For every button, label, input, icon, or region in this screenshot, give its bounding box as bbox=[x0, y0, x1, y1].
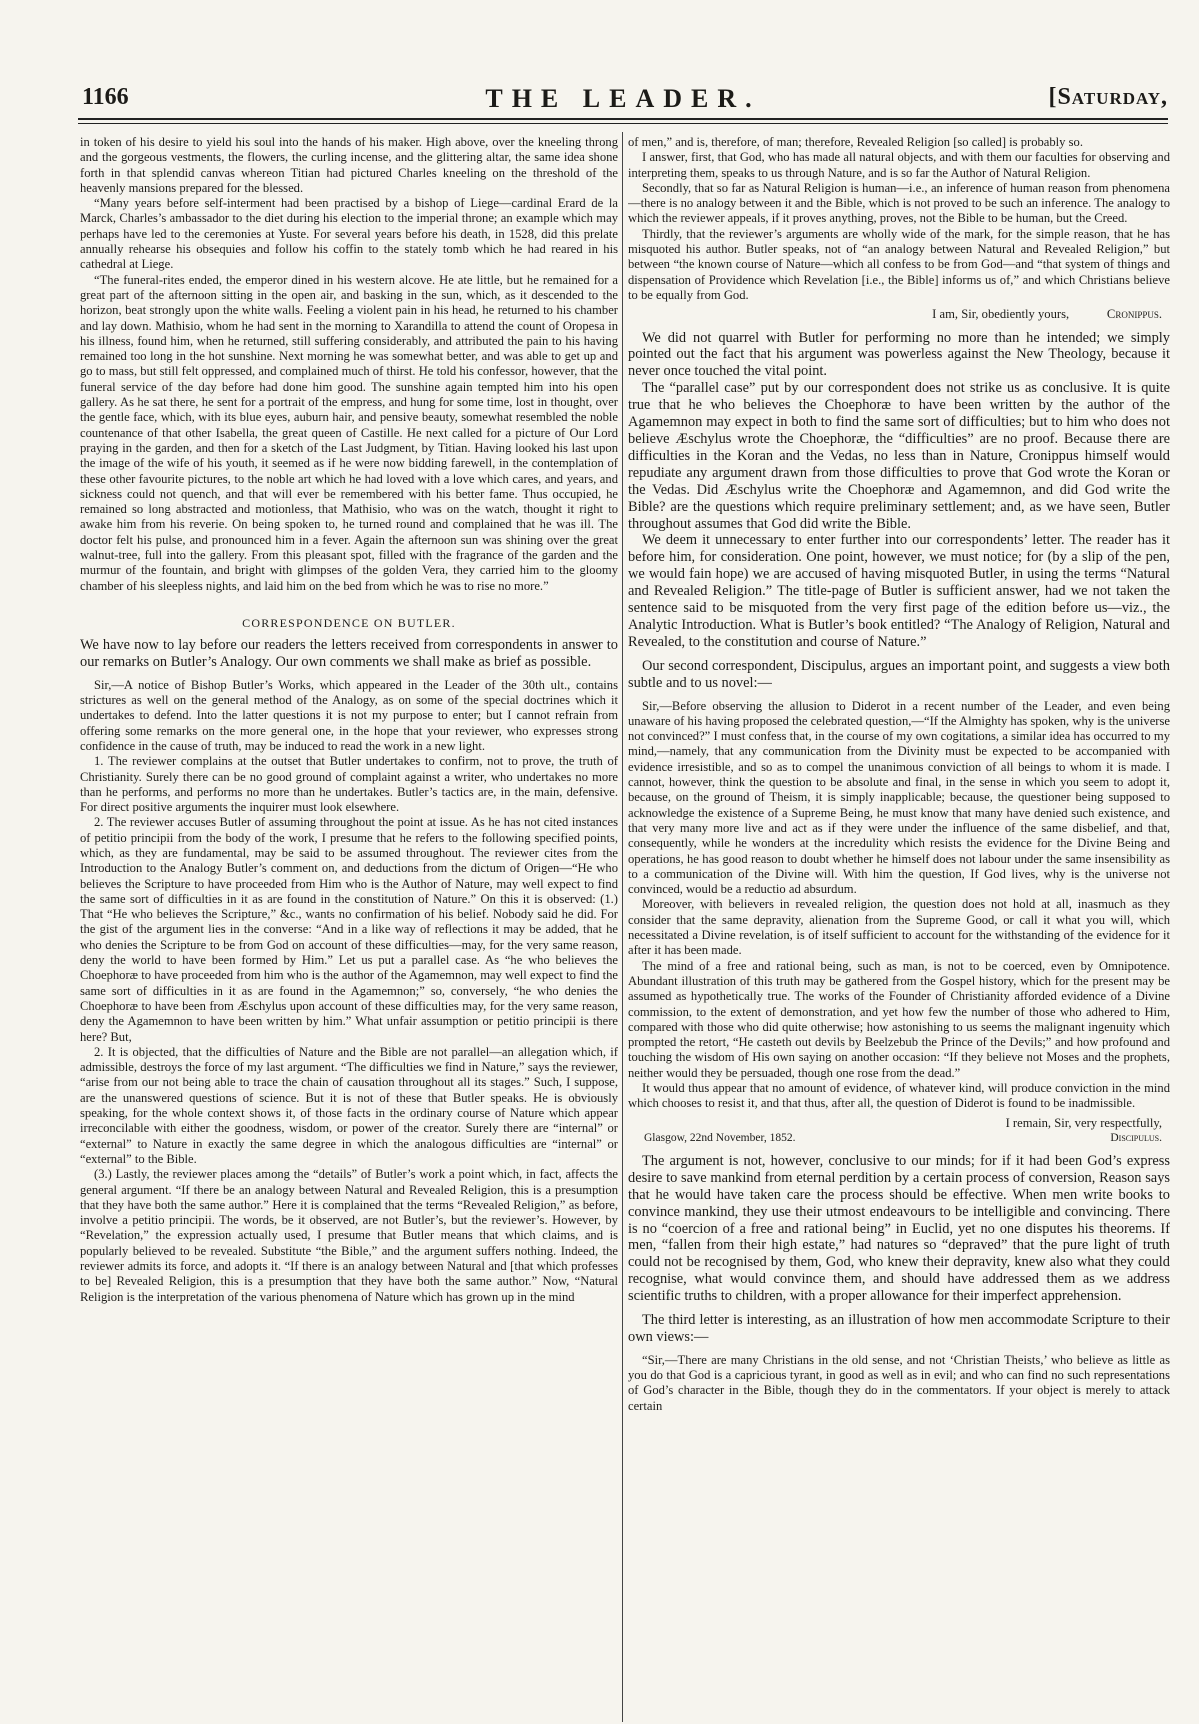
signature-salutation-2: I remain, Sir, very respectfully, bbox=[1005, 1115, 1162, 1130]
right-column bbox=[628, 135, 1170, 1717]
masthead bbox=[78, 84, 1168, 118]
signature-salutation: I am, Sir, obediently yours, bbox=[932, 307, 1070, 322]
editorial-paragraph: Our second correspondent, Discipulus, argues an important point, and suggests a view both subtle and to us novel:— bbox=[628, 657, 1170, 691]
quote-paragraph: “Many years before self-interment had been practised by a bishop of Liege—cardinal Erard de la Marck, Charles’s ambassador to the diet during his election to the imperial throne; an example which may perhaps have led to the ceremonies at Yuste. For several years before his death, in 1528, did this prelate annually rehearse his obsequies and follow his coffin to the stately tomb which he had reared in his cathedral at Liege. bbox=[80, 196, 618, 272]
dateline bbox=[628, 1131, 1170, 1146]
letter-paragraph: Thirdly, that the reviewer’s arguments are wholly wide of the mark, for the simple reason, that he has misquoted his author. Butler speaks, not of “an analogy between Natural and Revealed Religion,” but between “the known course of Nature—which all confess to be from God—and “that system of things and dispensation of Providence which Revelation [i.e., the Bible] informs us of,” and which Christians believe to be equally from God. bbox=[628, 226, 1170, 302]
letter-paragraph: of men,” and is, therefore, of man; therefore, Revealed Religion [so called] is probably so. bbox=[628, 135, 1083, 149]
signature-line bbox=[628, 307, 1170, 322]
letter-paragraph: It would thus appear that no amount of evidence, of whatever kind, will produce conviction in the mind which chooses to resist it, and that thus, after all, the question of Diderot is found to be inadmissible. bbox=[628, 1081, 1170, 1111]
page-number: 1166 bbox=[82, 84, 129, 110]
letter-paragraph: Secondly, that so far as Natural Religion is human—i.e., an inference of human reason from phenomena—there is no analogy between it and the Bible, which is not proved to be such an inference. The analogy to which the reviewer appeals, if it proves anything, proves, not the Bible to be human, but the Creed. bbox=[628, 180, 1170, 226]
letter-paragraph: The mind of a free and rational being, such as man, is not to be coerced, even by Omnipotence. Abundant illustration of this truth may be gathered from the Gospel history, which for the present may be assumed as hypothetically true. The works of the Founder of Christianity afforded evidence of a Divine commission, to the extent of demonstration, and yet how few the number of those who adhered to Him, compared with those who did quite otherwise; how astonishing to us seems the malignant ingenuity which prompted the retort, “He casteth out devils by Beelzebub the Prince of the Devils;” and how profound and touching the wisdom of His own saying on another occasion: “If they believe not Moses and the prophets, neither would they be persuaded, though one rose from the dead.” bbox=[628, 958, 1170, 1080]
letter-paragraph: “Sir,—There are many Christians in the old sense, and not ‘Christian Theists,’ who believe as little as you do that God is a capricious tyrant, in good as well as in evil; and who can find no such representations of God’s character in the Bible, though they do in the commentators. If your object is merely to attack certain bbox=[628, 1352, 1170, 1413]
letter-paragraph: 2. The reviewer accuses Butler of assuming throughout the point at issue. As he has not cited instances of petitio principii from the body of the work, I presume that he refers to the following specified points, which, as they are fundamental, may be said to be assumed throughout. The reviewer cites from the Introduction to the Analogy Butler’s comment on, and deductions from the dictum of Origen—“He who believes the Scripture to have proceeded from Him who is the Author of Nature, may well expect to find the same sort of difficulties in it as are found in the constitution of Nature.” On this it is observed: (1.) That “He who believes the Scripture,” &c., wants no confirmation of his belief. Nobody said he did. For the gist of the argument lies in the converse: “And in a like way of reflections it may be added, that he who denies the Scripture to be from God on account of these difficulties—may, for the very same reason, deny the world to have been formed by Him.” Let us put a parallel case. As “he who believes the Choephoræ to have proceeded from him who is the author of the Agamemnon, may well expect to find the same sort of difficulties in it as are found in the Agamemnon;” so, conversely, “he who denies the Choephoræ to have been from Æschylus upon account of these difficulties may, for the very same reason, deny the Agamemnon to have been written by him.” What unfair assumption or petitio principii is there here? But, bbox=[80, 815, 618, 1044]
left-column bbox=[80, 135, 618, 1717]
editorial-paragraph: We deem it unnecessary to enter further into our correspondents’ letter. The reader has it before him, for consideration. One point, however, we must notice; for (by a slip of the pen, we would fain hope) we are accused of having misquoted Butler, in using the terms “Natural and Revealed Religion.” The title-page of Butler is sufficient answer, had we not taken the sentence said to be misquoted from the very first page of the edition before us—viz., the Analytic Introduction. What is Butler’s book entitled? “The Analogy of Religion, Natural and Revealed, to the constitution and course of Nature.” bbox=[628, 532, 1170, 650]
letter-paragraph: 2. It is objected, that the difficulties of Nature and the Bible are not parallel—an allegation which, if admissible, destroys the force of my last argument. “The difficulties we find in Nature,” says the reviewer, “arise from our not being able to trace the chain of causation throughout all its stages.” Such, I suppose, are the unanswered questions of science. But it is not of these that Butler speaks. He is obviously speaking, for the whole context shows it, of those facts in the ordinary course of Nature which appear irreconcilable with either the goodness, wisdom, or power of the creator. Surely there are “internal” or “external” to Nature in exactly the same degree in which the analogous difficulties are “internal” or “external” to the Bible. bbox=[80, 1044, 618, 1166]
section-heading: CORRESPONDENCE ON BUTLER. bbox=[242, 615, 456, 630]
signature-name: Discipulus. bbox=[1110, 1131, 1162, 1144]
editorial-paragraph: We did not quarrel with Butler for performing no more than he intended; we simply pointed out the fact that his argument was powerless against the New Theology, because it never once touched the vital point. bbox=[628, 329, 1170, 380]
issue-day: [Saturday, bbox=[1048, 84, 1168, 110]
letter-paragraph: Sir,—Before observing the allusion to Diderot in a recent number of the Leader, and even being unaware of his having proposed the celebrated question,—“If the Almighty has spoken, why is the universe not convinced?” I must confess that, in the course of my own cogitations, a similar idea has occurred to my mind,—namely, that any communication from the Divinity must be expected to be accompanied with evidence irresistible, and so as to compel the unanimous conviction of all beings to whom it is made. I cannot, however, think the question to be absolute and final, in the sense in which you seem to adopt it, because, on the ground of Theism, it is simply inapplicable; because, the questioner being supposed to acknowledge the existence of a Supreme Being, he must know that many have denied such existence, and that very many more live and act as if they were under the influence of the same disbelief, and that, consequently, while he wonders at the incredulity which resists the evidence for the Divine Being and operations, he has good reason to doubt whether he himself does not labour under the same insensibility as to a communication of the Divine will. With him the question, If God lives, why is the universe not convinced, would be a reductio ad absurdum. bbox=[628, 698, 1170, 897]
column-divider bbox=[622, 132, 623, 1722]
editorial-paragraph: The argument is not, however, conclusive to our minds; for if it had been God’s express desire to save mankind from eternal perdition by a certain process of conversion, Reason says that he would have taken care the process should be effective. When men write books to convince mankind, they use their utmost endeavours to be intelligible and convincing. There is no “coercion of a free and rational being” in Euclid, yet no one disputes his theorems. If men, “fallen from their high estate,” had natures so “depraved” that the pure light of truth could not be recognised by them, God, who knew their depravity, knew also what they could recognise, what would convince them, and should have addressed them as we address scientific truths to children, with a proper allowance for their imperfect apprehension. bbox=[628, 1152, 1170, 1305]
letter-paragraph: I answer, first, that God, who has made all natural objects, and with them our faculties for observing and interpreting them, speaks to us through Nature, and is so far the Author of Natural Religion. bbox=[628, 150, 1170, 180]
letter-paragraph: Sir,—A notice of Bishop Butler’s Works, which appeared in the Leader of the 30th ult., contains strictures as well on the general method of the Analogy, as on some of the special doctrines which it undertakes to defend. Into the latter questions it is not my purpose to enter; but I cannot refrain from offering some remarks on the more general one, in the hope that your reviewer, who expresses strong confidence in the cause of truth, may be induced to read the work in a new light. bbox=[80, 677, 618, 753]
letter-paragraph: (3.) Lastly, the reviewer places among the “details” of Butler’s work a point which, in fact, affects the general argument. “If there be an analogy between Natural and Revealed Religion, this is a presumption that they have both the same author.” Here it is complained that the terms “Revealed Religion,” as before, involve a petitio principii. The words, be it observed, are not Butler’s, but the reviewer’s. However, by “Revelation,” the expression actually used, I presume that Butler means that which claims, and is popularly believed to be revealed. Substitute “the Bible,” and the argument suffers nothing. Indeed, the reviewer admits its force, and adopts it. “If there is an analogy between Natural and [that which professes to be] Revealed Religion, this is a presumption that they have both the same author.” Now, “Natural Religion is the interpretation of the various phenomena of Nature which has grown up in the mind bbox=[80, 1167, 618, 1304]
letter-date: Glasgow, 22nd November, 1852. bbox=[644, 1131, 796, 1144]
masthead-rule-thick bbox=[78, 118, 1168, 120]
letter-paragraph: Moreover, with believers in revealed religion, the question does not hold at all, inasmuch as they consider that the same depravity, alienation from the Supreme Good, or call it what you will, which necessitated a Divine revelation, is of itself sufficient to account for the withstanding of the evidence for it after it has been made. bbox=[628, 897, 1170, 958]
editorial-paragraph: The “parallel case” put by our correspondent does not strike us as conclusive. It is quite true that he who believes the Choephoræ to have been written by the author of the Agamemnon may expect in both to find the same sort of difficulties; but to him who does not believe Æschylus wrote the Choephoræ, the “difficulties” are no proof. Because there are difficulties in the Koran and the Vedas, no less than in Nature, Cronippus himself would repudiate any argument drawn from those difficulties to prove that God wrote the Koran or the Vedas. Did Æschylus write the Choephoræ and Agamemnon, and did God write the Bible? are the questions which require preliminary settlement; and, as we have seen, Butler throughout assumes that God did write the Bible. bbox=[628, 380, 1170, 532]
masthead-rule-thin bbox=[78, 123, 1168, 124]
article-paragraph: in token of his desire to yield his soul into the hands of his maker. High above, over the kneeling throng and the gorgeous vestments, the flowers, the curling incense, and the glittering altar, the same idea shone forth in that splendid canvas whereon Titian had pictured Charles kneeling on the threshold of the heavenly mansions prepared for the blessed. bbox=[80, 135, 618, 195]
editorial-intro: We have now to lay before our readers the letters received from correspondents in answer to our remarks on Butler’s Analogy. Our own comments we shall make as brief as possible. bbox=[80, 636, 618, 670]
newspaper-title: THE LEADER. bbox=[485, 84, 761, 113]
letter-paragraph: 1. The reviewer complains at the outset that Butler undertakes to confirm, not to prove, the truth of Christianity. Surely there can be no good ground of complaint against a writer, who undertakes no more than he performs, and performs no more than he undertakes. Butler’s tactics are, in the main, defensive. For direct positive arguments the inquirer must look elsewhere. bbox=[80, 754, 618, 815]
signature-name: Cronippus. bbox=[1106, 307, 1162, 322]
editorial-paragraph: The third letter is interesting, as an illustration of how men accommodate Scripture to their own views:— bbox=[628, 1312, 1170, 1345]
quote-paragraph: “The funeral-rites ended, the emperor dined in his western alcove. He ate little, but he remained for a great part of the afternoon sitting in the open air, and basking in the sun, which, as it descended to the horizon, beat strongly upon the white walls. Feeling a violent pain in his head, he returned to his chamber and lay down. Mathisio, whom he had sent in the morning to Xarandilla to attend the count of Oropesa in his illness, found him, when he returned, still suffering considerably, and attributed the pain to his having remained too long in the hot sunshine. Next morning he was somewhat better, and was able to get up and go to mass, but still felt oppressed, and complained much of thirst. He told his confessor, however, that the funeral service of the day before had done him good. The sunshine again tempted him into his open gallery. As he sat there, he sent for a portrait of the empress, and hung for some time, lost in thought, over the gentle face, which, with its blue eyes, auburn hair, and pensive beauty, somewhat resembled the noble countenance of that other Isabella, the great queen of Castille. He next called for a picture of Our Lord praying in the garden, and then for a sketch of the Last Judgment, by Titian. Having looked his last upon the image of the wife of his youth, it seemed as if he were now bidding farewell, in the contemplation of these other favourite pictures, to the noble art which he had loved with a love which cares, and years, and sickness could not quench, and that will ever be remembered with his better fame. Thus occupied, he remained so long abstracted and motionless, that Mathisio, who was on the watch, thought it right to awake him from his reverie. On being spoken to, he turned round and complained that he was ill. The doctor felt his pulse, and pronounced him in a fever. Again the afternoon sun was shining over the great walnut-tree, full into the gallery. From this pleasant spot, filled with the fragrance of the garden and the murmur of the fountain, and bright with glimpses of the golden Vera, they carried him to the gloomy chamber of his sleepless nights, and laid him on the bed from which he was to rise no more.” bbox=[80, 272, 618, 593]
